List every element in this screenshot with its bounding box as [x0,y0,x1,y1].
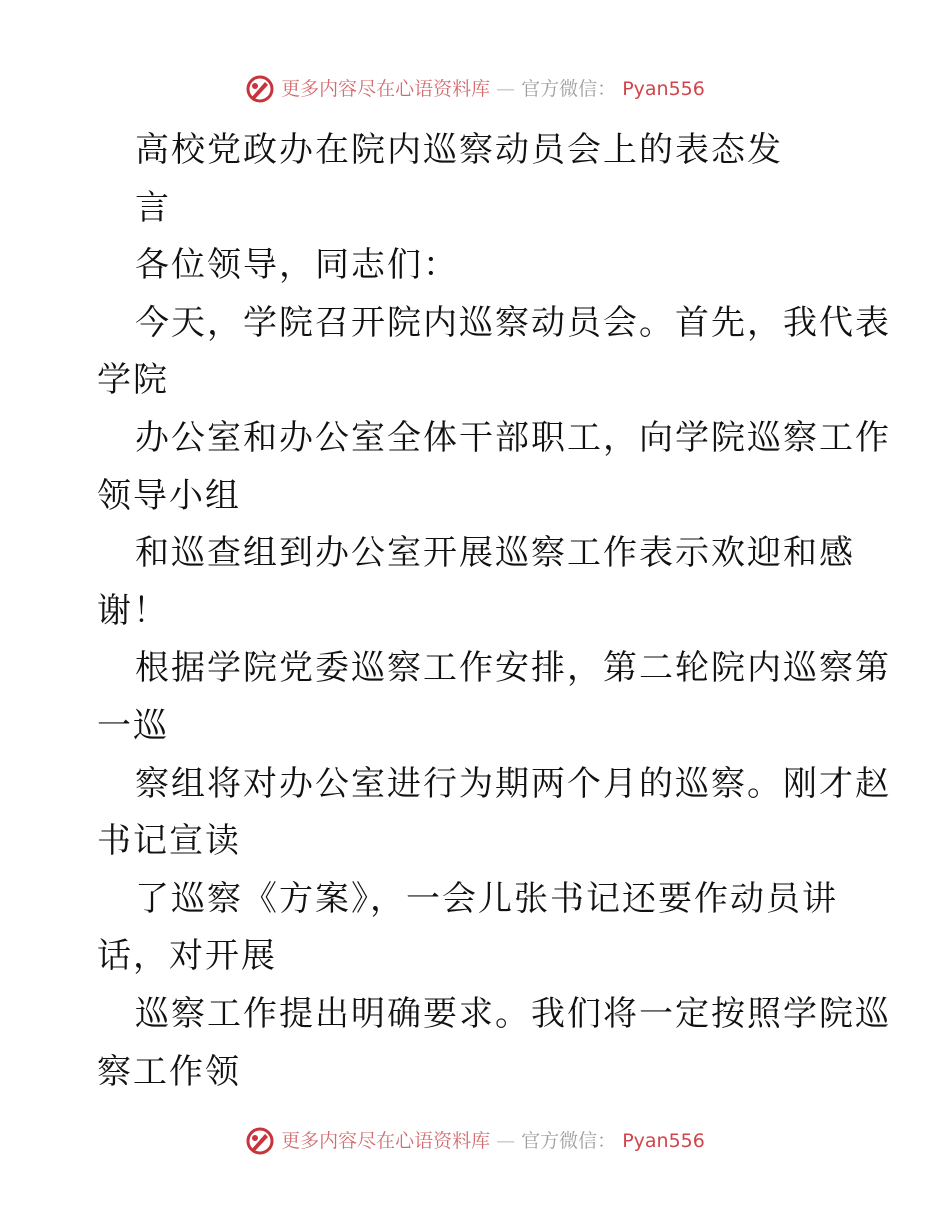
doc-line: 领导小组 [97,475,241,516]
doc-line: 和巡查组到办公室开展巡察工作表示欢迎和感 [135,533,855,574]
quill-logo-icon [245,74,275,104]
watermark-separator: — [496,78,516,100]
watermark-label: 官方微信： [521,78,617,100]
watermark-id: Pyan556 [622,1130,705,1152]
doc-line: 根据学院党委巡察工作安排，第二轮院内巡察第 [135,648,891,689]
header-watermark [0,74,950,104]
doc-line: 言 [135,187,171,228]
doc-line: 谢！ [97,590,169,631]
doc-line: 话，对开展 [97,936,277,977]
watermark-text: 更多内容尽在心语资料库 [281,78,491,100]
document-body [0,122,950,1101]
doc-line: 察工作领 [97,1051,241,1092]
doc-line: 今天，学院召开院内巡察动员会。首先，我代表 [135,302,891,343]
doc-line: 办公室和办公室全体干部职工，向学院巡察工作 [135,417,891,458]
watermark-separator: — [496,1130,516,1152]
doc-line: 察组将对办公室进行为期两个月的巡察。刚才赵 [135,763,891,804]
quill-logo-icon [245,1126,275,1156]
doc-line: 高校党政办在院内巡察动员会上的表态发 [135,130,783,170]
watermark-id: Pyan556 [622,78,705,100]
footer-watermark [0,1126,950,1156]
doc-line: 各位领导，同志们： [135,245,459,286]
doc-line: 巡察工作提出明确要求。我们将一定按照学院巡 [135,993,891,1034]
watermark-text: 更多内容尽在心语资料库 [281,1130,491,1152]
doc-line: 学院 [97,360,169,401]
doc-line: 书记宣读 [97,821,241,862]
doc-line: 一巡 [97,705,169,746]
watermark-label: 官方微信： [521,1130,617,1152]
doc-line: 了巡察《方案》，一会儿张书记还要作动员讲 [135,878,838,919]
